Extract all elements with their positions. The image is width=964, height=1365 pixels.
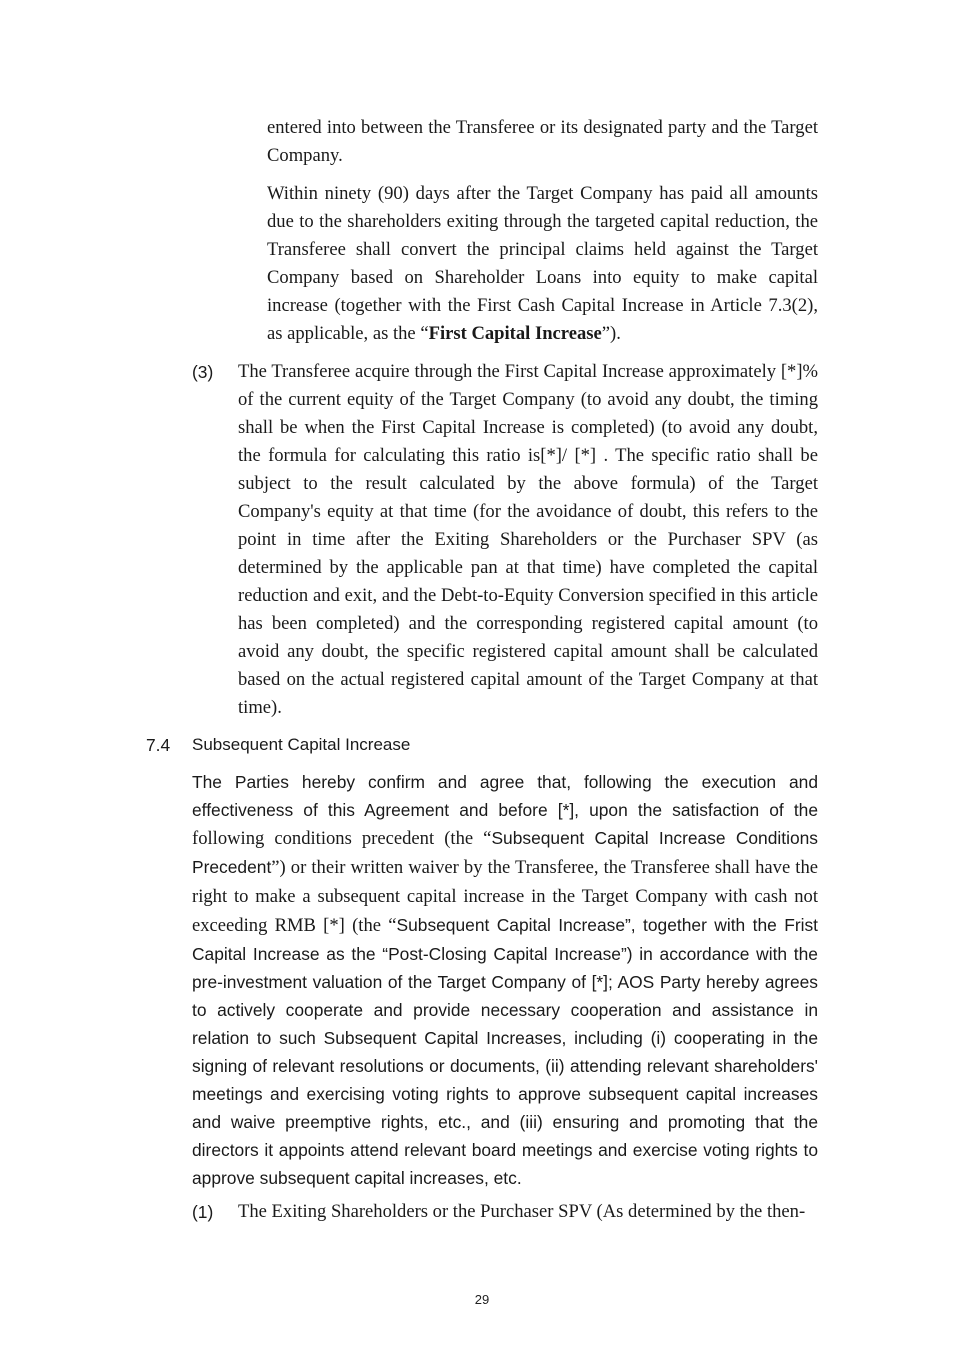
sub-para-defined-term-subsequent: Subsequent Capital Increase	[396, 915, 625, 935]
sub-para-part-1: The Parties hereby confirm and agree that, following the execution and effectiveness of this Agreement and before [*], upon the satisfaction of the	[192, 772, 818, 820]
sub-para-part-7: ”, together with the Frist Capital Increase as the “	[192, 915, 819, 964]
sub-para-part-5: (the “	[352, 915, 397, 936]
continuation-paragraph: entered into between the Transferee or its designated party and the Target Company.	[267, 117, 818, 166]
item-1-paragraph: The Exiting Shareholders or the Purchaser SPV (As determined by the then-	[238, 1201, 806, 1222]
sub-para-defined-term-conditions: Subsequent Capital Increase Conditions Precedent	[192, 828, 818, 877]
subsequent-capital-increase-paragraph	[192, 768, 818, 1192]
section-7-4-number: 7.4	[146, 735, 171, 755]
first-capital-increase-term: First Capital Increase	[428, 323, 602, 344]
sub-para-part-9: ”) in accordance with the pre-investment valuation of the Target Company of [*]; AOS Party hereby agrees to actively cooperate and provide necessary cooperation and assistance in relation to such Subsequent Capital Increases, including (i) cooperating in the signing of relevant resolutions or documents, (ii) attending relevant shareholders' meetings and exercising voting rights to approve subsequent capital increases and waive preemptive rights, etc., and (iii) ensuring and promoting that the directors it appoints attend relevant board meetings and exercise voting rights to approve subsequent capital increases, etc.	[192, 944, 818, 1188]
item-1-number: (1)	[192, 1202, 214, 1222]
sub-para-part-2: following conditions precedent (the “	[192, 828, 492, 849]
within-para-text: Within ninety (90) days after the Target Company has paid all amounts due to the shareholders exiting through the targeted capital reduction, the Transferee shall convert the principal claims held against the Target Company based on Shareholder Loans into equity to make capital increase (together with the First Cash Capital Increase in Article 7.3(2), as applicable, as the “	[267, 183, 818, 344]
sub-para-defined-term-post-closing: Post-Closing Capital Increase	[388, 944, 621, 964]
within-ninety-days-paragraph	[267, 180, 818, 348]
within-para-tail: ”).	[601, 323, 621, 344]
sub-para-part-4: ”) or their written waiver by the Transferee, the Transferee shall have the right to make a subsequent capital increase in the Target Company with cash not exceeding RMB [*]	[192, 857, 818, 936]
item-3-number: (3)	[192, 362, 214, 382]
page-number: 29	[474, 1292, 490, 1307]
item-3-paragraph: The Transferee acquire through the First Capital Increase approximately [*]% of the current equity of the Target Company (to avoid any doubt, the timing shall be when the First Capital Increase is completed) (to avoid any doubt, the formula for calculating this ratio is[*]/ [*] . The specific ratio shall be subject to the result calculated by the above formula) of the Target Company's equity at that time (for the avoidance of doubt, this refers to the point in time after the Exiting Shareholders or the Purchaser SPV (as determined by the applicable pan at that time) have completed the capital reduction and exit, and the Debt-to-Equity Conversion specified in this article has been completed) and the corresponding registered capital amount (to avoid any doubt, the specific registered capital amount shall be calculated based on the actual registered capital amount of the Target Company at that time).	[238, 361, 818, 718]
section-7-4-heading: Subsequent Capital Increase	[192, 735, 411, 754]
